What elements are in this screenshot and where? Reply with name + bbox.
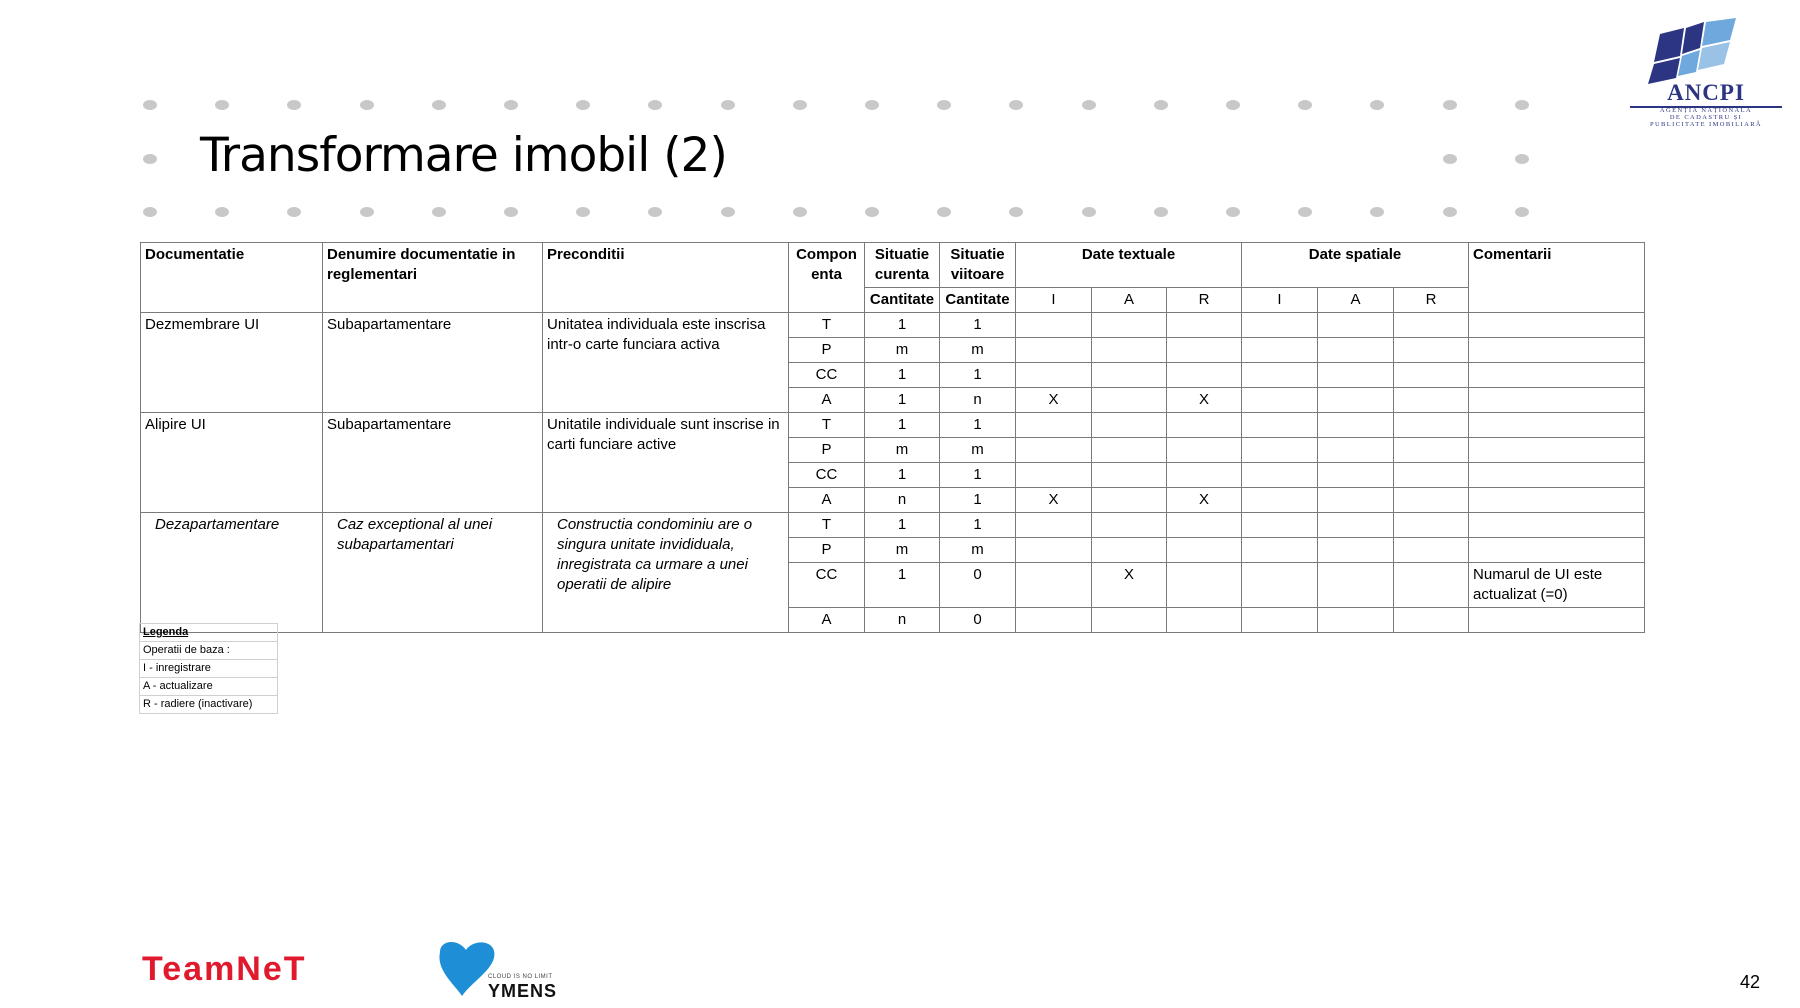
cell-sa [1318,608,1394,633]
ymens-wordmark: YMENS [488,981,558,1001]
legend-item: Operatii de baza : [140,642,278,660]
legend-item: I - inregistrare [140,660,278,678]
cell-sr [1394,513,1469,538]
cell-cur: 1 [865,513,940,538]
decorative-dot [648,207,662,217]
cell-documentatie: Dezmembrare UI [141,313,323,413]
decorative-dot [215,207,229,217]
cell-vit: 0 [940,563,1016,608]
cell-ti [1016,608,1092,633]
cell-sa [1318,388,1394,413]
cell-vit: 0 [940,608,1016,633]
cell-sa [1318,413,1394,438]
ymens-tagline: CLOUD IS NO LIMIT [488,974,553,980]
cell-comp: CC [789,563,865,608]
decorative-dot [287,207,301,217]
cell-sr [1394,388,1469,413]
decorative-dot [937,100,951,110]
teamnet-logo: TeamNeT [142,950,307,988]
cell-comentarii [1469,413,1645,438]
decorative-dot [1515,207,1529,217]
decorative-dot [1443,207,1457,217]
ancpi-logo [1628,14,1784,132]
header-date-spatiale: Date spatiale [1242,243,1469,288]
cell-tr: X [1167,388,1242,413]
cell-sr [1394,563,1469,608]
cell-sr [1394,608,1469,633]
cell-comp: P [789,438,865,463]
cell-si [1242,313,1318,338]
cell-sa [1318,488,1394,513]
table-row [141,513,1645,538]
cell-ti: X [1016,488,1092,513]
cell-ta [1092,608,1167,633]
header-comentarii: Comentarii [1469,243,1645,313]
cell-ti: X [1016,388,1092,413]
cell-preconditii: Unitatile individuale sunt inscrise in carti funciare active [543,413,789,513]
cell-cur: m [865,338,940,363]
header-row [141,243,1645,288]
cell-denumire: Subapartamentare [323,313,543,413]
cell-comp: P [789,338,865,363]
cell-sa [1318,438,1394,463]
decorative-dot [1298,100,1312,110]
decorative-dot [1298,207,1312,217]
cell-tr [1167,463,1242,488]
cell-vit: m [940,438,1016,463]
decorative-dot [1154,207,1168,217]
cell-cur: 1 [865,413,940,438]
cell-comentarii [1469,513,1645,538]
cell-tr [1167,413,1242,438]
cell-ti [1016,463,1092,488]
cell-comp: CC [789,463,865,488]
cell-comp: P [789,538,865,563]
cell-comentarii [1469,538,1645,563]
decorative-dot [143,154,157,164]
cell-ta [1092,338,1167,363]
cell-vit: 1 [940,413,1016,438]
header-textual-r: R [1167,288,1242,313]
header-componenta: Compon enta [789,243,865,313]
cell-preconditii: Unitatea individuala este inscrisa intr-o carte funciara activa [543,313,789,413]
decorative-dot-pattern [0,0,1800,240]
decorative-dot [432,100,446,110]
cell-ta [1092,438,1167,463]
ymens-logo [432,938,582,1002]
cell-ti [1016,538,1092,563]
cell-sr [1394,338,1469,363]
cell-ta [1092,513,1167,538]
cell-ta [1092,313,1167,338]
cell-documentatie: Dezapartamentare [141,513,323,633]
cell-cur: 1 [865,563,940,608]
decorative-dot [576,207,590,217]
legend-item: R - radiere (inactivare) [140,696,278,714]
cell-ti [1016,413,1092,438]
header-preconditii: Preconditii [543,243,789,313]
decorative-dot [1154,100,1168,110]
cell-tr [1167,313,1242,338]
table-row [141,413,1645,438]
cell-sa [1318,363,1394,388]
decorative-dot [215,100,229,110]
cell-comp: T [789,313,865,338]
cell-ta [1092,538,1167,563]
cell-sr [1394,438,1469,463]
cell-sr [1394,413,1469,438]
header-spatial-a: A [1318,288,1394,313]
decorative-dot [937,207,951,217]
header-cantitate-viitoare: Cantitate [940,288,1016,313]
header-date-textuale: Date textuale [1016,243,1242,288]
cell-cur: 1 [865,313,940,338]
decorative-dot [1226,207,1240,217]
cell-si [1242,563,1318,608]
ancpi-subtitle [1628,107,1784,128]
decorative-dot [432,207,446,217]
decorative-dot [360,100,374,110]
cell-vit: 1 [940,463,1016,488]
cell-comentarii [1469,608,1645,633]
cell-cur: m [865,438,940,463]
ancpi-flag-icon [1646,18,1738,84]
cell-ta [1092,488,1167,513]
cell-sa [1318,513,1394,538]
cell-si [1242,338,1318,363]
cell-vit: 1 [940,363,1016,388]
cell-comp: A [789,388,865,413]
decorative-dot [865,100,879,110]
cell-comentarii [1469,363,1645,388]
legend-box [139,623,278,714]
decorative-dot [1515,100,1529,110]
cell-cur: 1 [865,388,940,413]
cell-tr [1167,513,1242,538]
decorative-dot [1370,207,1384,217]
cell-sa [1318,563,1394,608]
cell-si [1242,513,1318,538]
cell-documentatie: Alipire UI [141,413,323,513]
cell-cur: n [865,488,940,513]
cell-comp: T [789,513,865,538]
cell-sr [1394,313,1469,338]
cell-tr [1167,563,1242,608]
cell-si [1242,463,1318,488]
cell-vit: 1 [940,513,1016,538]
header-textual-i: I [1016,288,1092,313]
cell-vit: m [940,338,1016,363]
cell-comentarii [1469,438,1645,463]
cell-si [1242,413,1318,438]
decorative-dot [504,100,518,110]
cell-si [1242,488,1318,513]
slide-title: Transformare imobil (2) [200,128,727,183]
ancpi-subtitle-line: AGENȚIA NAȚIONALĂ [1659,107,1753,114]
decorative-dot [1009,207,1023,217]
cell-ti [1016,338,1092,363]
cell-cur: 1 [865,363,940,388]
cell-sa [1318,463,1394,488]
cell-ti [1016,363,1092,388]
decorative-dot [1370,100,1384,110]
decorative-dot [865,207,879,217]
cell-sa [1318,338,1394,363]
header-situatie-curenta: Situatie curenta [865,243,940,288]
decorative-dot [1226,100,1240,110]
header-cantitate-curenta: Cantitate [865,288,940,313]
cell-denumire: Subapartamentare [323,413,543,513]
cell-comp: T [789,413,865,438]
cell-tr [1167,538,1242,563]
cell-comentarii: Numarul de UI este actualizat (=0) [1469,563,1645,608]
cell-tr [1167,438,1242,463]
cell-denumire: Caz exceptional al unei subapartamentari [323,513,543,633]
decorative-dot [576,100,590,110]
cell-ta [1092,363,1167,388]
decorative-dot [721,100,735,110]
cell-ti [1016,313,1092,338]
cell-comp: A [789,488,865,513]
cell-cur: 1 [865,463,940,488]
decorative-dot [1082,100,1096,110]
cell-comentarii [1469,488,1645,513]
cell-comentarii [1469,388,1645,413]
cell-tr: X [1167,488,1242,513]
decorative-dot [793,100,807,110]
cell-ti [1016,513,1092,538]
cell-cur: n [865,608,940,633]
cell-vit: n [940,388,1016,413]
ancpi-subtitle-line: PUBLICITATE IMOBILIARĂ [1649,121,1763,128]
decorative-dot [1443,100,1457,110]
decorative-dot [1082,207,1096,217]
cell-sa [1318,313,1394,338]
cell-ta [1092,463,1167,488]
page-number: 42 [1740,972,1761,992]
cell-comentarii [1469,463,1645,488]
transformation-table [140,242,1645,633]
header-denumire: Denumire documentatie in reglementari [323,243,543,313]
table-row [141,313,1645,338]
cell-vit: m [940,538,1016,563]
cell-ti [1016,438,1092,463]
decorative-dot [793,207,807,217]
header-spatial-i: I [1242,288,1318,313]
decorative-dot [721,207,735,217]
cell-si [1242,363,1318,388]
decorative-dot [1515,154,1529,164]
cell-sr [1394,363,1469,388]
cell-cur: m [865,538,940,563]
ancpi-name: ANCPI [1667,80,1745,105]
decorative-dot [648,100,662,110]
header-textual-a: A [1092,288,1167,313]
cell-ta: X [1092,563,1167,608]
cell-ta [1092,413,1167,438]
cell-sr [1394,463,1469,488]
cell-si [1242,608,1318,633]
decorative-dot [1009,100,1023,110]
cell-tr [1167,608,1242,633]
cell-comp: A [789,608,865,633]
cell-comentarii [1469,313,1645,338]
cell-comentarii [1469,338,1645,363]
cell-sa [1318,538,1394,563]
header-spatial-r: R [1394,288,1469,313]
cell-si [1242,538,1318,563]
cell-vit: 1 [940,488,1016,513]
cell-comp: CC [789,363,865,388]
cell-si [1242,388,1318,413]
cell-tr [1167,338,1242,363]
decorative-dot [504,207,518,217]
cell-ti [1016,563,1092,608]
decorative-dot [143,207,157,217]
cell-si [1242,438,1318,463]
header-documentatie: Documentatie [141,243,323,313]
cell-preconditii: Constructia condominiu are o singura unitate invididuala, inregistrata ca urmare a unei operatii de alipire [543,513,789,633]
legend-title: Legenda [140,624,278,642]
decorative-dot [360,207,374,217]
cell-sr [1394,538,1469,563]
cell-tr [1167,363,1242,388]
decorative-dot [1443,154,1457,164]
ancpi-subtitle-line: DE CADASTRU ȘI [1669,114,1743,121]
header-situatie-viitoare: Situatie viitoare [940,243,1016,288]
decorative-dot [143,100,157,110]
cell-vit: 1 [940,313,1016,338]
decorative-dot [287,100,301,110]
cell-sr [1394,488,1469,513]
legend-item: A - actualizare [140,678,278,696]
cell-ta [1092,388,1167,413]
